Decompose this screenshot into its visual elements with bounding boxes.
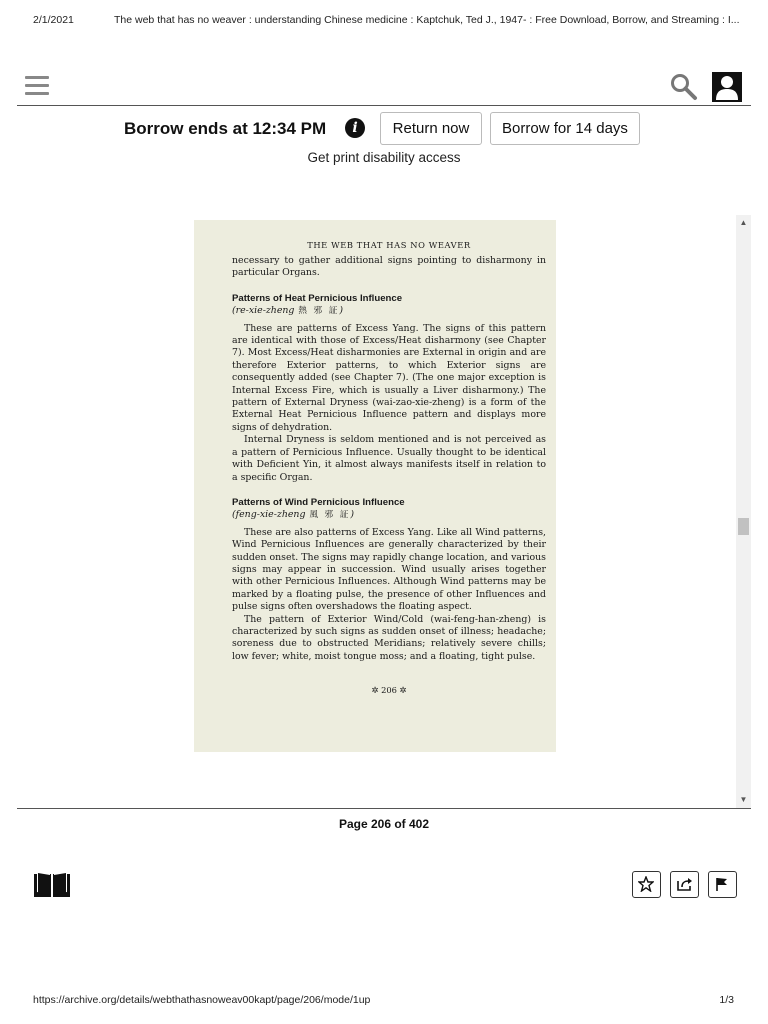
print-header [0,14,768,34]
user-avatar-icon[interactable] [712,72,742,102]
page-indicator: Page 206 of 402 [338,817,430,831]
paragraph: Internal Dryness is seldom mentioned and is not perceived as a pattern of Pernicious Influence. Usually thought to be identical with Deficient Yin, it almost always manifests itself in relation to a specific Organ. [232,434,546,483]
flag-button[interactable] [708,871,737,898]
romanization: (re-xie-zheng [232,305,295,317]
book-page-image [194,220,556,752]
romanization: (feng-xie-zheng [232,509,306,521]
search-icon[interactable] [669,72,699,102]
viewer-divider [17,808,751,809]
intro-paragraph: necessary to gather additional signs pointing to disharmony in particular Organs. [232,255,546,279]
paragraph: These are also patterns of Excess Yang. Like all Wind patterns, Wind Pernicious Influences are generally characterized by their sudden onset. The signs may rapidly change location, and various signs may appear in succession. Wind usually arises together with other Pernicious Influences. Although Wind patterns may be marked by a floating pulse, the presence of other Influences and pulse signs often overshadows the floating aspect. [232,526,546,613]
share-icon [676,876,694,892]
flag-icon [714,876,730,892]
borrow-status-text: Borrow ends at 12:34 PM [124,119,327,138]
section-heading-wind: Patterns of Wind Pernicious Influence [232,496,405,508]
print-page-title: The web that has no weaver : understanding Chinese medicine : Kaptchuk, Ted J., 1947- : Free Download, Borrow, and Streaming : I... [114,14,740,26]
section-subtitle-wind [232,509,546,521]
paren-close: ) [350,509,355,521]
paragraph: The pattern of Exterior Wind/Cold (wai-feng-han-zheng) is characterized by such signs as sudden onset of illness; headache; soreness due to obstructed Meridians; relatively severe chills; low fever; white, moist tongue moss; and a floating, tight pulse. [232,613,546,662]
return-now-button[interactable]: Return now [380,112,482,145]
open-book-icon[interactable] [32,870,72,900]
viewer-scrollbar[interactable] [736,215,751,808]
paragraph: These are patterns of Excess Yang. The signs of this pattern are identical with those of Excess/Heat disharmony (see Chapter 7). Most Excess/Heat disharmonies are External in origin and are therefore Exterior patterns, to which Exterior signs are consequently added (see Chapter 7). (The one major exception is Internal Excess Fire, which is usually a Liver disharmony.) The pattern of External Dryness (wai-zao-xie-zheng) is a form of the External Heat Pernicious Influence pattern and displays more signs of dehydration. [232,322,546,433]
print-url: https://archive.org/details/webthathasnoweav00kapt/page/206/mode/1up [33,994,371,1006]
running-head: THE WEB THAT HAS NO WEAVER [307,240,471,250]
print-disability-access-link[interactable]: Get print disability access [307,150,461,165]
borrow-14-days-button[interactable]: Borrow for 14 days [490,112,640,145]
scroll-down-arrow-icon[interactable]: ▼ [739,795,748,804]
chinese-characters: 熱 邪 証 [298,306,340,317]
top-navigation-bar [17,66,751,106]
book-viewer [17,215,751,808]
chinese-characters: 風 邪 証 [309,510,351,521]
favorite-button[interactable] [632,871,661,898]
print-page-count: 1/3 [719,994,734,1006]
paren-close: ) [339,305,343,317]
hamburger-menu-icon[interactable] [25,76,49,96]
page-folio: ✲ 206 ✲ [371,685,407,696]
scrollbar-thumb[interactable] [738,518,749,535]
section-subtitle-heat [232,305,546,317]
section-heading-heat: Patterns of Heat Pernicious Influence [232,292,403,304]
borrow-bar [0,112,768,148]
print-date: 2/1/2021 [33,14,74,26]
star-icon [638,876,654,892]
share-button[interactable] [670,871,699,898]
scroll-up-arrow-icon[interactable]: ▲ [739,218,748,227]
info-icon[interactable]: i [345,118,365,138]
print-footer [0,994,768,1010]
